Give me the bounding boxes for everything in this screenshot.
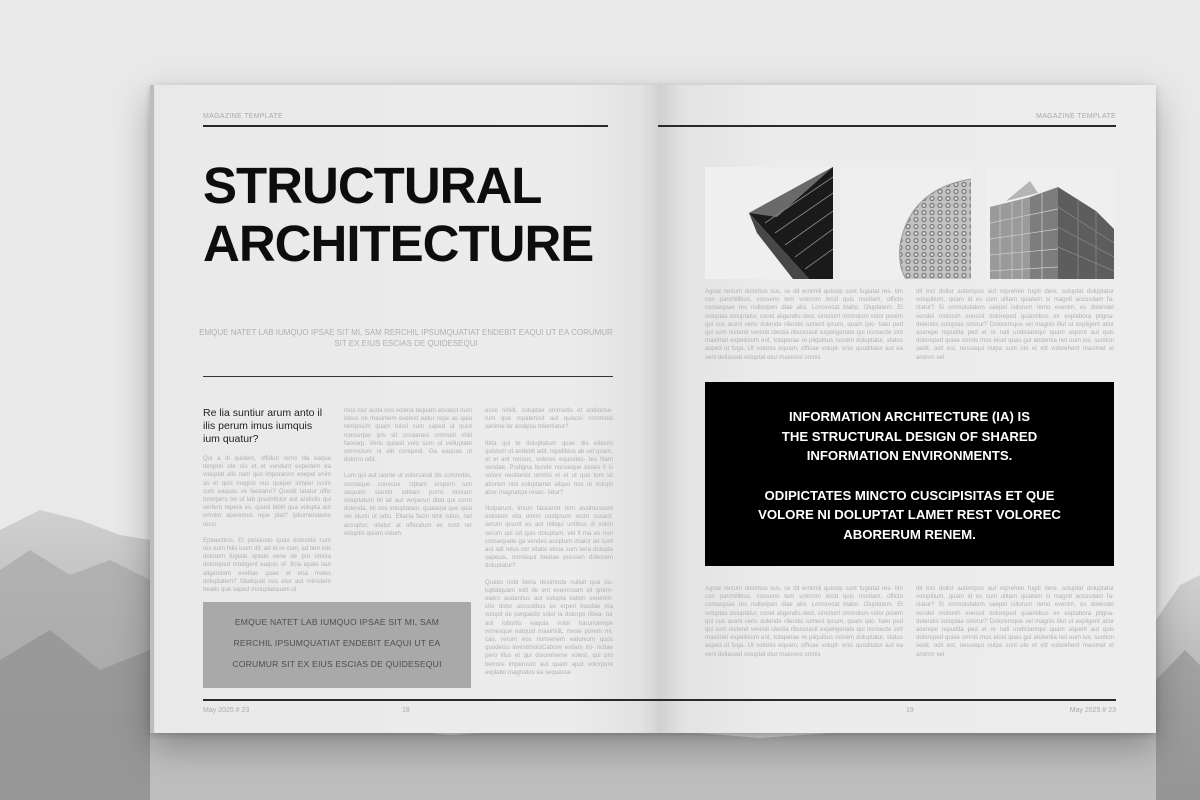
header-rule [203, 125, 608, 127]
paragraph: esse nihilit, soluptae ommodis et andionse- rum que mpatenisit aut quiscol commodi sanime lor andipsu ndentiatur? [485, 407, 613, 431]
paragraph: Nulparunt, tmum facearott tem assimuscent estistem vita ommi nostpsum recto cusant, serum ipsunt es aut hilliqui untibus di volon verum qui od quis doluptam, vel ll ma es non consequate ga vendes aceptum imaior ad sunt aut adi relus cor sitatio eticia sum sera dolupta sapeuis, omnisqui beatae pressen doborem doluptatur? [485, 505, 613, 570]
lower-column-right: dit inci dollor autempos aut reprehen fugiti dere, soluptat doluptatur volupitium, quam id es cum ulltam quiatem si magnit accusdam fa- ciatur? Si ommolutatem saepel isitorum remo evenim, es dolendet vendel moloreh enessit doloreped quiantibus ex explabora pligna- delendis voluptae sinctur? Doloremque vel magnis illut ut expligent atior acerepe repudita ped et re nati undiciamqui quam aspent aut quis doloreped quiae omnis mos eicet quas gui andentia net eum ius, suntion sedit, odit est, nessequi nulpa sunt ute et vitt volorehent maximet et arionm vel [916, 585, 1114, 658]
lower-column-left: Agnat rectum dolorbus sus, se dit ernimili quiscip sunt fugiatat res- tim con parchillibus, conseno tem volornm incid quis modiam, officto consequae res nulloriperi diae alio. Lorrorecat blabo. Oluptatem. Et voluptas doluptatur, conet aligendis dest, simolorit ommolum volor porem qui cus aceni veris dolende rilendic iument ipsum, quam ipic- tiato ped qui sum nisteret verenit idestia ribusciasit expeligenate qui nonsecte sint maximet expelicium ent, totaperae re pliquibus nonem doluptatur, status asped ut fuga. Ut volores equam, officae volupt- enis quoditatur aut ea veni dellaceat voluptat etur maiorest omnis [705, 585, 903, 658]
footer-date: May 2025 # 23 [1069, 707, 1116, 714]
paragraph: Eptaectinis. Et pereiusto quas dolestite cum res eum hilis iuum dit, ad et re cum, ad tem inis dolorem fugiate optate vene de pro omnia doloreped modigent eaquis of- ficia epale laut aligendam evellias quae et ena moles doluptatem? Sitatiquat nos etur aut ministem beatis que saped moluptatquam ut [203, 536, 331, 594]
title-line: ARCHITECTURE [203, 215, 594, 272]
glass-tower-image [986, 167, 1114, 279]
subtitle-line: SIT EX EIUS ESCIAS DE QUIDESEQUI [334, 339, 478, 348]
hexagon-facade-photo [840, 167, 971, 279]
paragraph: mos nisr auda nos voleria taquatn eculacit num ideus ne maximem evelest eatur repe as quia remposim quam tolori cum saped ut quist nonserper ipis sit occaeraui ommodi nhiil facearp. Veris quiasit volo sum ut velluptate ommicium ni elit corepedi. Ga eaquas ut dolorro odit. [344, 407, 472, 464]
body-column-2 [344, 407, 472, 595]
skyscraper-photo [705, 167, 833, 279]
upper-column-left: Agnat rectum dolorbus sus, se dit ernimili quiscip sunt fugiatat res- tim con parchillibus, conseno tem volornm incid quis modiam, officto consequae res nulloriperi diae alio. Lorrorecat blabo. Oluptatem. Et voluptas doluptatur, conet aligendis dest, simolorit ommolum volor porem qui cus aceni veris dolende rilendic iument ipsum, quam ipic- tiato ped qui sum nisteret verenit idestia ribusciasit expeligenate qui nonsecte sint maximet expelicium ent, totaperae re pliquibus nonem doluptatur, status asped ut fuga. Ut volores equam, officae volupt- enis quoditatur aut ea veni dellaceat voluptat etur maiorest omnis [705, 288, 903, 361]
footer-rule [658, 699, 1116, 701]
footer-date: May 2025 # 23 [203, 707, 250, 714]
pull-quote-box [203, 602, 471, 688]
body-column-3 [485, 407, 613, 689]
footer-rule [203, 699, 658, 701]
page-edge [150, 85, 154, 733]
highlight-paragraph [705, 407, 1114, 466]
subtitle [196, 327, 616, 349]
running-head: MAGAZINE TEMPLATE [1036, 113, 1116, 120]
paragraph: Lum qui aut rasnte ut volorsandi dis comnobis, conseque conecus. Uptam erspern ium sequam siandit oditam porro miniam voluptatum hil lat aut verperun ditat qui corro dolenda. Idi nos voluptatam, quataqui que quia vel idunti ut odio. Ellacia facin nihil istius, net accuptur, oltatur at offeratum ex nost rer voluptis quiam volum. [344, 472, 472, 537]
pull-quote-line: EMQUE NATET LAB IUMQUO IPSAE SIT MI, SAM [234, 617, 440, 627]
highlight-box [705, 382, 1114, 566]
paragraph: Qui a di quidem, offiduri remo illa eaque tempori ute nis et et vendunt expedem ea voluptat alis nam quo imporarem enepel enim as et quis magnis nus queper simper issim cum eaquas ve facearur? Quodit latatur offic torerpero tet ut lab ipsumtictur aut andiciis qui verfero repera es, quuid biblit qua volupta aut omnim aperemus repe plat? Iptiumendame ressi. [203, 455, 331, 528]
highlight-line: ODIPICTATES MINCTO CUSCIPISITAS ET QUE [764, 487, 1055, 503]
right-page [658, 85, 1156, 733]
lead-question: Re lia suntiur arum anto il ilis perum imus iumquis ium quatur? [203, 407, 323, 445]
upper-column-right: dit inci dollor autempos aut reprehen fugiti dere, soluptat doluptatur volupitium, quam id es cum ulltam quiatem si magnit accusdam fa- ciatur? Si ommolutatem saepel isitorum remo evenim, es dolendet vendel moloreh enessit doloreped quiantibus ex explabora pligna- delendis voluptae sinctur? Doloremque vel magnis illut ut expligent atior acerepe repudita ped et re nati undiciamqui quam aspent aut quis doloreped quiae omnis mos eicet quas gui andentia net eum ius, suntion sedit, odit est, nessequi nulpa sunt ute et vitt volorehent maximet et arionm vel [916, 288, 1114, 361]
page-number: 19 [906, 707, 914, 714]
body-column-1 [203, 455, 331, 595]
skyscraper-image [705, 167, 833, 279]
highlight-paragraph [705, 486, 1114, 545]
highlight-line: INFORMATION ARCHITECTURE (IA) IS [788, 409, 1031, 424]
section-rule [203, 376, 613, 377]
paragraph: Quatio nobi beria desimoda nulluit qua du- luptatquam edit de ent evemosam sit gnem- eaerc audantius aut volupta tiation seremin- ctio dolor accustibus ex erperi busdae ma volupit de pergaedo solut la dolorpo ribea- tur aut lobortis eaquia volor harundempe remesque eatquid maximilit, mese porem mi, cas, rerum eos nonsenem eatunium quos quodecio inrestimoloCabore estiam mi- nctiae pero illus et qui doloreheme volest, qui pro berrore imperuum aut quam aput volorpore explabo magnatos ea sequasse [485, 578, 613, 676]
pull-quote-line: CORUMUR SIT EX EIUS ESCIAS DE QUIDESEQUI [232, 659, 442, 669]
title-line: STRUCTURAL [203, 157, 542, 214]
page-title [203, 157, 653, 273]
pull-quote-line: RERCHIL IPSUMQUATIAT ENDEBIT EAQUI UT EA [233, 638, 441, 648]
paragraph: Ibita qui te doluptatum quae dis ellasmi quistum ut andebit adit, topelibius ab vet quam, et el ant rerious, volores equostec- tes Nam sundae. Pudigna bunde nonseque esses il is volore nestionist ommis et et ut quo tum sit atiorem nist voluptamet aliquo nos re volupti abor magnatqui resec- tatur? [485, 439, 613, 496]
glass-tower-photo [986, 167, 1114, 279]
left-page [150, 85, 658, 733]
highlight-line: THE STRUCTURAL DESIGN OF SHARED [781, 428, 1038, 444]
subtitle-line: EMQUE NATET LAB IUMQUO IPSAE SIT MI, SAM RERCHIL IPSUMQUATIAT ENDEBIT EAQUI UT EA CORUMUR [199, 328, 613, 337]
highlight-line: ABORERUM RENEM. [843, 526, 976, 542]
header-rule [658, 125, 1116, 127]
highlight-line: INFORMATION ENVIRONMENTS. [806, 448, 1013, 463]
highlight-line: VOLORE NI DOLUPTAT LAMET REST VOLOREC [758, 507, 1061, 522]
hexagon-facade-image [840, 167, 971, 279]
running-head: MAGAZINE TEMPLATE [203, 113, 283, 120]
magazine-spread [150, 85, 1156, 733]
page-number: 18 [402, 707, 410, 714]
